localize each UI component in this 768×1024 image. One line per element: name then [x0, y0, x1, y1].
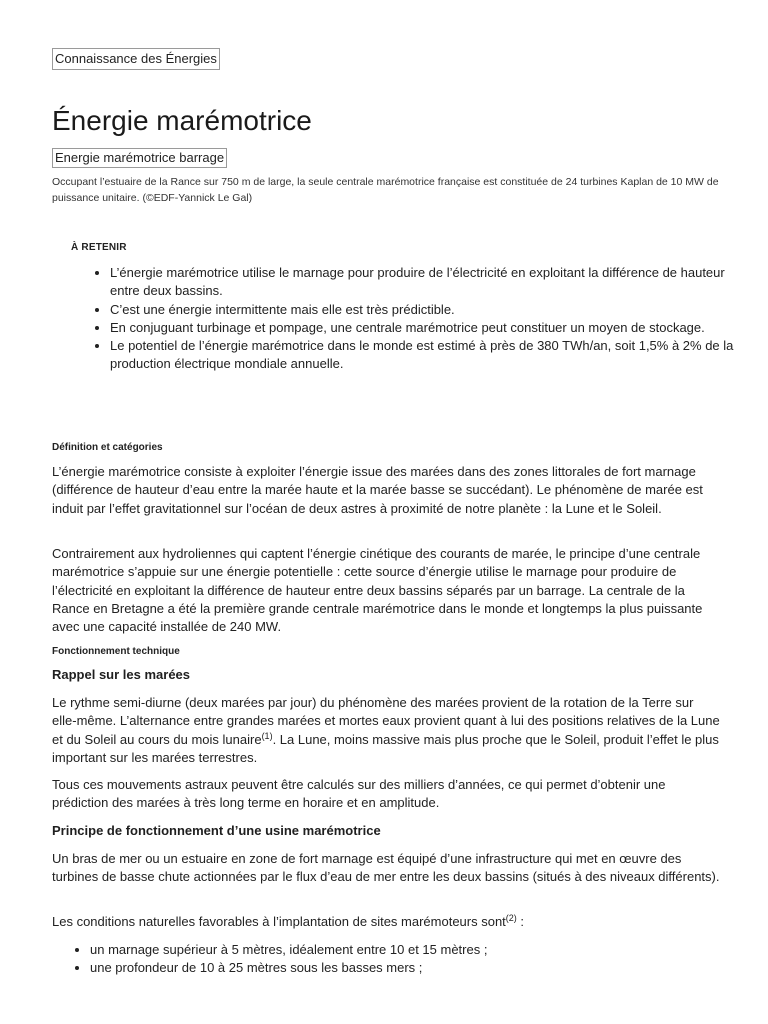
- list-item: • un marnage supérieur à 5 mètres, idéalement entre 10 et 15 mètres ;: [90, 941, 730, 959]
- section-heading-definition: Définition et catégories: [52, 442, 163, 453]
- image-caption: Occupant l’estuaire de la Rance sur 750 m de large, la seule centrale marémotrice française est constituée de 24 turbines Kaplan de 10 MW de puissance unitaire. (©EDF-Yannick Le Gal): [52, 176, 719, 204]
- list-item: • Le potentiel de l’énergie marémotrice dans le monde est estimé à près de 380 TWh/an, soit 1,5% à 2% de la production électrique mondiale annuelle.: [110, 337, 740, 374]
- list-item: • C’est une énergie intermittente mais elle est très prédictible.: [110, 301, 740, 319]
- source-label[interactable]: Connaissance des Énergies: [52, 48, 220, 70]
- image-placeholder-alt[interactable]: Energie marémotrice barrage: [52, 148, 227, 168]
- page-title: Énergie marémotrice: [52, 105, 312, 136]
- paragraph: Tous ces mouvements astraux peuvent être calculés sur des milliers d’années, ce qui permet d’obtenir une prédiction des marées à très long terme en horaire et en amplitude.: [52, 777, 666, 811]
- paragraph: Contrairement aux hydroliennes qui captent l’énergie cinétique des courants de marée, le principe d’une centrale marémotrice s’appuie sur une énergie potentielle : cette source d’énergie utilise le marnage pour produire de l’électricité en exploitant la différence de hauteur entre deux bassins séparés par un barrage. La centrale de la Rance en Bretagne a été la première grande centrale marémotrice dans le monde et longtemps la plus puissante avec une capacité installée de 240 MW.: [52, 546, 703, 635]
- retenir-title: À RETENIR: [71, 242, 127, 253]
- footnote-ref[interactable]: (2): [505, 913, 517, 923]
- retenir-list: [72, 264, 740, 374]
- list-item: • L’énergie marémotrice utilise le marnage pour produire de l’électricité en exploitant la différence de hauteur entre deux bassins.: [110, 264, 740, 301]
- subheading-rappel: Rappel sur les marées: [52, 667, 191, 682]
- footnote-ref[interactable]: (1): [261, 730, 273, 741]
- paragraph: L’énergie marémotrice consiste à exploiter l’énergie issue des marées dans des zones littorales de fort marnage (différence de hauteur d’eau entre la marée haute et la marée basse se succédant). Le phénomène de marée est induit par l’effet gravitationnel sur l’océan de deux astres à proximité de notre planète : la Lune et le Soleil.: [52, 464, 703, 516]
- paragraph: Le rythme semi-diurne (deux marées par jour) du phénomène des marées provient de la rotation de la Terre sur elle-même. L’alternance entre grandes marées et mortes eaux provient quant à lui des positions relatives de la Lune et du Soleil au cours du mois lunaire$^{(1)}$. La Lune, moins massive mais plus proche que le Soleil, produit l’effet le plus important sur les marées terrestres.: [52, 695, 720, 765]
- conditions-list: [52, 941, 730, 978]
- list-item: • une profondeur de 10 à 25 mètres sous les basses mers ;: [90, 959, 730, 977]
- paragraph: Un bras de mer ou un estuaire en zone de fort marnage est équipé d’une infrastructure qui met en œuvre des turbines de basse chute actionnées par le flux d’eau de mer entre les deux bassins (situés à des niveaux différents).: [52, 851, 720, 885]
- list-item: • En conjuguant turbinage et pompage, une centrale marémotrice peut constituer un moyen de stockage.: [110, 319, 740, 337]
- subheading-principe: Principe de fonctionnement d’une usine marémotrice: [52, 823, 381, 838]
- paragraph: Les conditions naturelles favorables à l’implantation de sites marémoteurs sont$^{(2)}$ :: [52, 913, 525, 929]
- section-heading-fonctionnement: Fonctionnement technique: [52, 646, 180, 657]
